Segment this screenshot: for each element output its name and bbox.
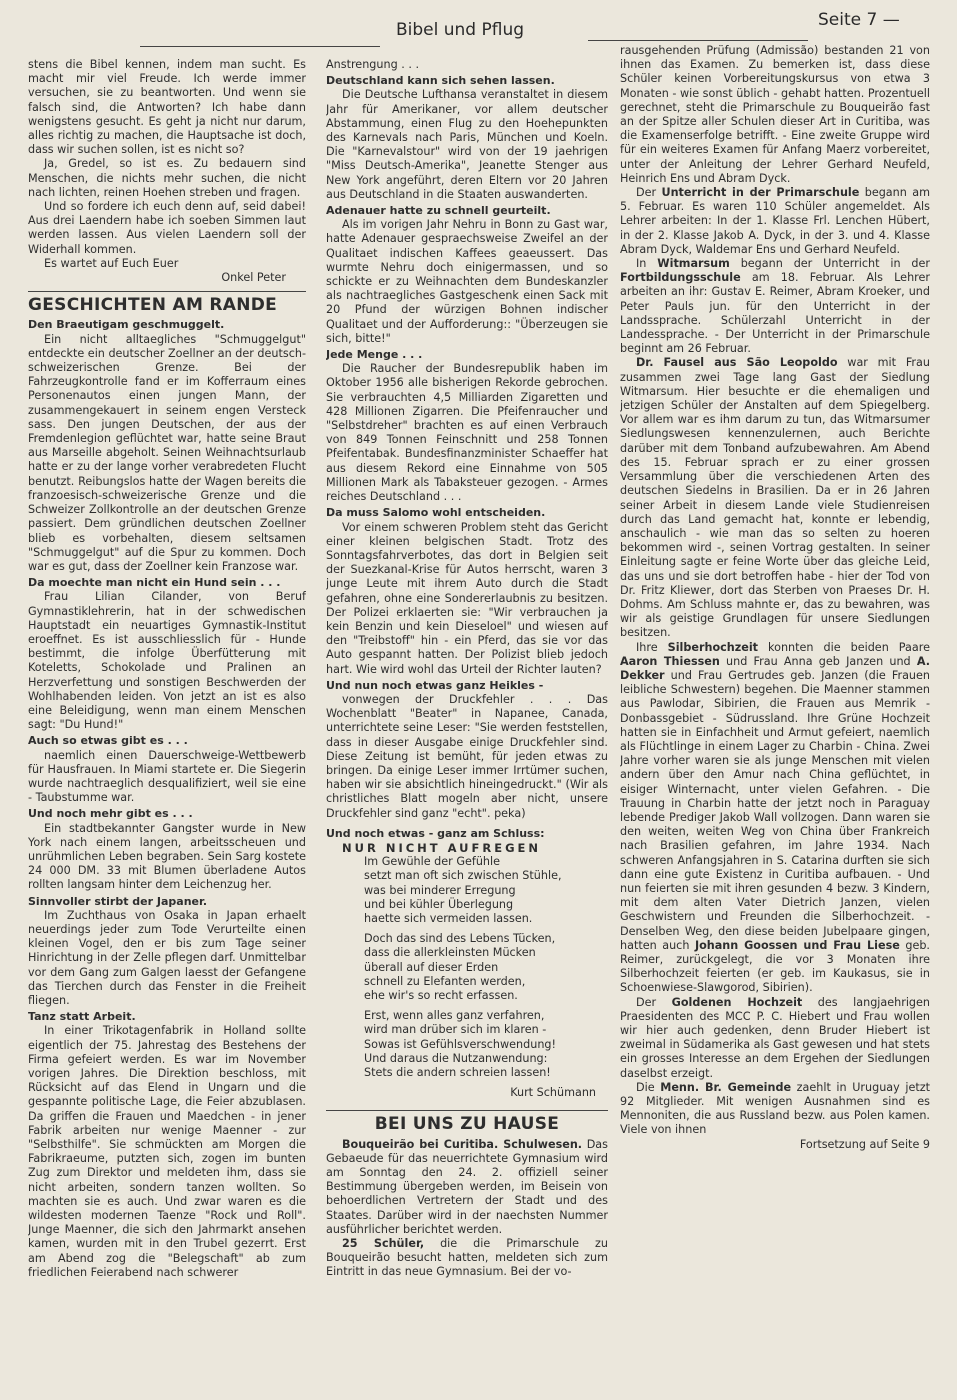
article-body: Die Raucher der Bundesrepublik haben im Oktober 1956 alle bisherigen Rekorde gebrochen. Sie verbrauchten 4,5 Milliarden Zigaretten und 428 Millionen Zigarren. Die Pfeifenraucher und "Selbstdreher" brachten es auf einen Verbrauch von 849 Tonnen Feinschnitt und 258 Tonnen Pfeifentabak. Bundesfinanzminister Schaeffer hat aus diesem Rekord eine Einnahme von 505 Millionen Mark als Tabaksteuer gezogen. - Armes reiches Deutschland . . . — [326, 362, 608, 504]
article-heading: Tanz statt Arbeit. — [28, 1010, 136, 1024]
article-body: In einer Trikotagenfabrik in Holland sollte eigentlich der 75. Jahrestag des Bestehens der Firma gefeiert werden. Es war im November vorigen Jahres. Die Direktion beschloss, mit Rücksicht auf das Elend in Ungarn und die gespannte politische Lage, die Feier abzublasen. Da griffen die Frauen und Maedchen - in jener Fabrik arbeiten nur wenige Maenner - zur "Selbsthilfe". Sie schmückten am Morgen die Fabrikraeume, putzten sich, zogen im bunten Zug zum Direktor und meldeten ihm, dass sie nicht arbeiten, sondern tanzen wollten. So machten sie es auch. Und zwar waren es die wildesten modernen Taenze "Rock und Roll". Junge Maenner, die sich den Jahrmarkt ansehen kamen, wurden mit in den Trubel gezerrt. Erst am Abend zog die "Belegschaft" ab zum friedlichen Feierabend nach schwerer — [28, 1024, 306, 1279]
poem-author: Kurt Schümann — [510, 1086, 596, 1100]
poem-line: Doch das sind des Lebens Tücken, — [364, 932, 556, 946]
poem-line: Und daraus die Nutzanwendung: — [364, 1051, 548, 1065]
poem-line: überall auf dieser Erden — [364, 960, 499, 974]
poem-line: haette sich vermeiden lassen. — [364, 911, 533, 925]
article-body: Der Goldenen Hochzeit des langjaehrigen Praesidenten des MCC P. C. Hiebert und Frau wollen wir hier auch gedenken, denn Bruder Hiebert ist zweimal in Südamerika als Gast gewesen und hat stets ein grosses Interesse an dem Ergehen der Siedlungen daselbst erzeigt. — [620, 995, 930, 1080]
poem-title: NUR NICHT AUFREGEN — [342, 840, 542, 855]
poem-line: ehe wir's so recht erfassen. — [364, 989, 518, 1002]
article-heading: Den Braeutigam geschmuggelt. — [28, 318, 225, 332]
poem-line: Im Gewühle der Gefühle — [364, 855, 500, 869]
article-heading: Bouqueirão bei Curitiba. Schulwesen. — [342, 1137, 583, 1151]
article-heading: Sinnvoller stirbt der Japaner. — [28, 894, 208, 908]
section-divider — [326, 1110, 608, 1111]
continued-note: Fortsetzung auf Seite 9 — [799, 1137, 930, 1151]
article-body: Die Deutsche Lufthansa veranstaltet in diesem Jahr für Amerikaner, vor allem deutscher Abstammung, einen Flug zu den Hoehepunkten des Karnevals nach Paris, München und Koeln. Die "Karnevalstour" wird von der 19 jaehrigen "Miss Deutsch-Amerika", Jeanette Stenger aus New York angeführt, deren Eltern vor 20 Jahren aus Deutschland in die Staaten auswanderten. — [326, 88, 608, 201]
poem-line: setzt man oft sich zwischen Stühle, — [364, 869, 562, 883]
header-rule-left — [140, 46, 380, 47]
article-body: Ihre Silberhochzeit konnten die beiden Paare Aaron Thiessen und Frau Anna geb Janzen und A. Dekker und Frau Gertrudes geb. Janzen (die Frauen leibliche Schwestern) begehen. Die Maenner stammen aus Pawlodar, Sibirien, die Frauen aus Memrik - Donbassgebiet - Südrussland. Ihre Grüne Hochzeit hatten sie in Einfachheit und Armut gefeiert, naemlich als Flüchtlinge in einem Lager zu Charbin - China. Zwei Jahre vorher waren sie als junge Menschen mit vielen andern über den Amur nach China geflüchtet, in eisiger Winternacht, unter vielen Gefahren. - Die Trauung in Charbin hatte der jetzt noch in Paraguay lebende Prediger Jakob Wall vollzogen. Dann waren sie den weiten, weiten Weg von China über Frankreich nach Brasilien gefahren, im Jahre 1934. Nach schweren Anfangsjahren in S. Catarina durften sie sich dann eine gute Existenz in Curitiba aufbauen. - Und nun feierten sie mit ihren gesunden 4 bezw. 3 Kindern, mit dem alten Vater Dietrich Janzen, vielen Geschwistern und Freunden die Silberhochzeit. - Denselben Weg, den diese beiden Jubelpaare gingen, hatten auch Johann Goossen und Frau Liese geb. Reimer, zurückgelegt, die vor 3 Monaten ihre Silberhochzeit feierten (er geb. im Kaukasus, sie in Schoenwiese-Slawgorod, Sibirien). — [620, 640, 930, 995]
article-body: rausgehenden Prüfung (Admissão) bestanden 21 von ihnen das Examen. Zu bemerken ist, dass diese Schüler keinen Vorbereitungskursus von etwa 3 Monaten - wie sonst üblich - gehabt hatten. Prozentuell gerechnet, steht die Primarschule zu Bouqueirão fast an der Spitze aller Schulen dieser Art in Curitiba, was die Examenserfolge betrifft. - Eine zweite Gruppe wird für ein weiteres Examen für Anfang Maerz vorbereitet, unter der Anleitung der Lehrer Gerhard Neufeld, Heinrich Ens und Abram Dyck. — [620, 44, 930, 185]
article-heading: Deutschland kann sich sehen lassen. — [326, 74, 555, 88]
poem-stanza — [364, 932, 608, 1003]
poem-line: was bei minderer Erregung — [364, 883, 516, 897]
letter-signature: Onkel Peter — [221, 271, 286, 285]
article-heading: Und noch mehr gibt es . . . — [28, 807, 193, 821]
section-title-geschichten: GESCHICHTEN AM RANDE — [28, 295, 278, 316]
poem-line: und bei kühler Überlegung — [364, 897, 514, 911]
page-header — [0, 0, 957, 48]
letter-paragraph: Und so fordere ich euch denn auf, seid dabei! Aus drei Laendern habe ich soeben Simmen laut werden lassen. Aus vielen Laendern soll der Widerhall kommen. — [28, 200, 306, 256]
poem-line: Stets die andern schreien lassen! — [364, 1066, 551, 1080]
poem-line: wird man drüber sich im klaren - — [364, 1023, 547, 1037]
section-divider — [28, 291, 306, 292]
column-right — [620, 44, 930, 1374]
journal-title: Bibel und Pflug — [396, 20, 525, 40]
poem — [326, 855, 608, 1080]
article-body: die die Primarschule zu Bouqueirão besucht hatten, meldeten sich zum Eintritt in das neue Gymnasium. Bei der vo- — [326, 1237, 608, 1279]
article-heading: Und nun noch etwas ganz Heikles - — [326, 678, 544, 692]
section-title-bei-uns: BEI UNS ZU HAUSE — [374, 1114, 560, 1135]
letter-paragraph: Ja, Gredel, so ist es. Zu bedauern sind Menschen, die nichts mehr suchen, die nicht nach lichten, reinen Hoehen streben und fragen. — [28, 157, 306, 199]
article-body: Dr. Fausel aus São Leopoldo war mit Frau zusammen zwei Tage lang Gast der Siedlung Witmarsum. Hier besuchte er die ehemaligen und jetzigen Schüler der Anstalten auf dem Spiegelberg. Vor allem war es ihm darum zu tun, das Witmarsumer Siedlungswesen kennenzulernen, auch Berichte darüber mit dem Tonband aufzubewahren. Am Abend des 15. Februar sprach er zu einer grossen Versammlung über die verschiedenen Arten des deutschen Siedelns in Brasilien. Da er in 26 Jahren seiner Arbeit in diesem Lande viele Studienreisen durch das Land gemacht hat, konnte er lebendig, anschaulich - wie man das so selten zu hoeren bekommen wird -, seinen Vortrag gestalten. In seiner Einleitung sagte er feine Worte über das gleiche Leid, das uns und sie dort betroffen habe - hier der Tod von Dr. Fritz Kliewer, dort das Sterben von Praeses Dr. H. Dohms. Am Schluss mahnte er, das zu bewahren, was wir als geistige Grundlagen für unsere Siedlungen besitzen. — [620, 356, 930, 640]
article-body: Ein nicht alltaegliches "Schmuggelgut" entdeckte ein deutscher Zoellner an der deutsch-schweizerischen Grenze. Bei der Fahrzeugkontrolle fand er im Kofferraum eines Personenautos einen jungen Mann, der zusammengekauert in seinem engen Versteck sass. Den jungen Deutschen, der aus der Fremdenlegion geflüchtet war, hatte seine Braut aus Marseille abgeholt. Seinen Weihnachtsurlaub hatte er zu der lange vorher verabredeten Flucht benutzt. Reibungslos hatte der Wagen bereits die franzoesisch-schweizerische Grenze und die Schweizer Zollkontrolle an der deutschen Grenze passiert. Dem gründlichen deutschen Zoellner blieb es vorbehalten, diesem seltsamen "Schmuggelgut" auf die Spur zu kommen. Doch war es gut, dass der Zoellner kein Franzose war. — [28, 332, 306, 573]
header-rule-right — [588, 40, 808, 41]
letter-paragraph: stens die Bibel kennen, indem man sucht. Es macht mir viel Freude. Ich werde immer versuchen, sie zu beantworten. Und wenn sie falsch sind, die Antworten? Ich habe dann wenigstens gesucht. Es geht ja nicht nur darum, alles richtig zu machen, die Hauptsache ist doch, dass wir suchen sollen, ist es nicht so? — [28, 58, 306, 157]
article-body: Das Gebaeude für das neuerrichtete Gymnasium wird am Sonntag den 24. 2. offiziell seiner Bestimmung übergeben werden, im Beisein von behoerdlichen Vertretern der Stadt und des Staates. Darüber wird in der naechsten Nummer ausführlicher berichtet werden. — [326, 1137, 608, 1236]
article-body: Im Zuchthaus von Osaka in Japan erhaelt neuerdings jeder zum Tode Verurteilte einen kleinen Vogel, den er bis zum Tage seiner Hinrichtung in der Zelle pflegen darf. Unmittelbar vor dem Gang zum Galgen laesst der Gefangene das Tierchen durch das Fenster in die Freiheit fliegen. — [28, 908, 306, 1007]
article-heading: Und noch etwas - ganz am Schluss: — [326, 826, 545, 840]
article-body: In Witmarsum begann der Unterricht in der Fortbildungsschule am 18. Februar. Als Lehrer arbeiten an ihr: Gustav E. Reimer, Abram Kroeker, und Peter Pauls jun. für den Unterricht in der Landssprache. Schülerzahl Unterricht in der Landessprache. - Der Unterricht in der Primarschule beginnt am 26 Februar. — [620, 257, 930, 356]
poem-stanza — [364, 855, 608, 926]
article-body: Die Menn. Br. Gemeinde zaehlt in Uruguay jetzt 92 Mitglieder. Mit wenigen Ausnahmen sind es Mennoniten, die aus Russland bezw. aus Polen kamen. Viele von ihnen — [620, 1080, 930, 1137]
article-heading: Da moechte man nicht ein Hund sein . . . — [28, 576, 281, 590]
article-body: Ein stadtbekannter Gangster wurde in New York nach einem langen, arbeitsscheuen und unrühmlichen Leben begraben. Sein Sarg kostete 24 000 DM. 33 mit Blumen überladene Autos rollten langsam hinter dem Leichenzug her. — [28, 821, 306, 892]
page-number: Seite 7 — — [818, 10, 900, 30]
poem-line: dass die allerkleinsten Mücken — [364, 946, 536, 960]
article-heading: Jede Menge . . . — [326, 348, 423, 362]
article-body: Als im vorigen Jahr Nehru in Bonn zu Gast war, hatte Adenauer gespraechsweise Zweifel an der Qualitaet indischen Kaffees geaeussert. Das wurmte Nehru doch einigermassen, und so schickte er zu Weihnachten dem Bundeskanzler als nachtraegliches Gastgeschenk einen Sack mit 20 Pfund der würzigen Bohnen indischer Qualitaet und der Aufforderung:: "Überzeugen sie sich, bitte!" — [326, 218, 608, 345]
article-heading: 25 Schüler, — [342, 1237, 425, 1251]
poem-line: Erst, wenn alles ganz verfahren, — [364, 1009, 545, 1023]
article-body: Frau Lilian Cilander, von Beruf Gymnastiklehrerin, hat in der schwedischen Hauptstadt ein neuartiges Gymnastik-Institut eroeffnet. Es ist ausschliesslich für - Hunde bestimmt, die infolge Überfütterung mit Koteletts, Schokolade und Pralinen an Herzverfettung und sonstigen Beschwerden der Wohlhabenden leiden. Von jetzt an ist es also eine Beleidigung, wenn man einem Menschen sagt: "Du Hund!" — [28, 590, 306, 732]
poem-stanza — [364, 1009, 608, 1080]
article-heading: Da muss Salomo wohl entscheiden. — [326, 506, 546, 520]
poem-line: Sowas ist Gefühlsverschwendung! — [364, 1037, 556, 1051]
article-body: Vor einem schweren Problem steht das Gericht einer kleinen belgischen Stadt. Trotz des Sonntagsfahrverbotes, das dort in Belgien seit der Suezkanal-Krise für Autos herrscht, waren 3 junge Leute mit ihrem Auto durch die Stadt gefahren, ohne eine Sondererlaubnis zu besitzen. Der Polizei erklaerten sie: "Wir verbrauchen ja kein Benzin und kein Dieseloel" und wiesen auf den "Treibstoff" hin - ein Pferd, das sie vor das Auto gespannt hatten. Der Polizist blieb jedoch hart. Wie wird wohl das Urteil der Richter lauten? — [326, 520, 608, 676]
article-body: naemlich einen Dauerschweige-Wettbewerb für Hausfrauen. In Miami startete er. Die Siegerin wurde nachtraeglich desqualifiziert, weil sie eine - Taubstumme war. — [28, 748, 306, 805]
poem-line: schnell zu Elefanten werden, — [364, 974, 526, 988]
column-middle — [326, 58, 608, 1388]
article-body: Anstrengung . . . — [326, 58, 420, 71]
article-body: vonwegen der Druckfehler . . . Das Wochenblatt "Beater" in Napanee, Canada, unterrichtete seine Leser: "Sie werden feststellen, dass in dieser Ausgabe einige Druckfehler sind. Diese Zeitung ist bemüht, für jeden etwas zu bringen. Da einige Leser immer Irrtümer suchen, haben wir sie absichtlich hineingedruckt." (Wir als christliches Blatt mogeln aber nicht, unsere Druckfehler sind ganz "echt". peka) — [326, 692, 608, 820]
column-left — [28, 58, 306, 1388]
letter-paragraph: Es wartet auf Euch Euer — [44, 256, 179, 270]
article-body: Der Unterricht in der Primarschule begann am 5. Februar. Es waren 110 Schüler angemeldet. Als Lehrer arbeiten: In der 1. Klasse Frl. Lenchen Hübert, in der 2. Klasse Jakob A. Dyck, in der 3. und 4. Klasse Abram Dyck, Waldemar Ens und Gerhard Neufeld. — [620, 186, 930, 256]
article-heading: Adenauer hatte zu schnell geurteilt. — [326, 204, 551, 218]
article-heading: Auch so etwas gibt es . . . — [28, 734, 188, 748]
